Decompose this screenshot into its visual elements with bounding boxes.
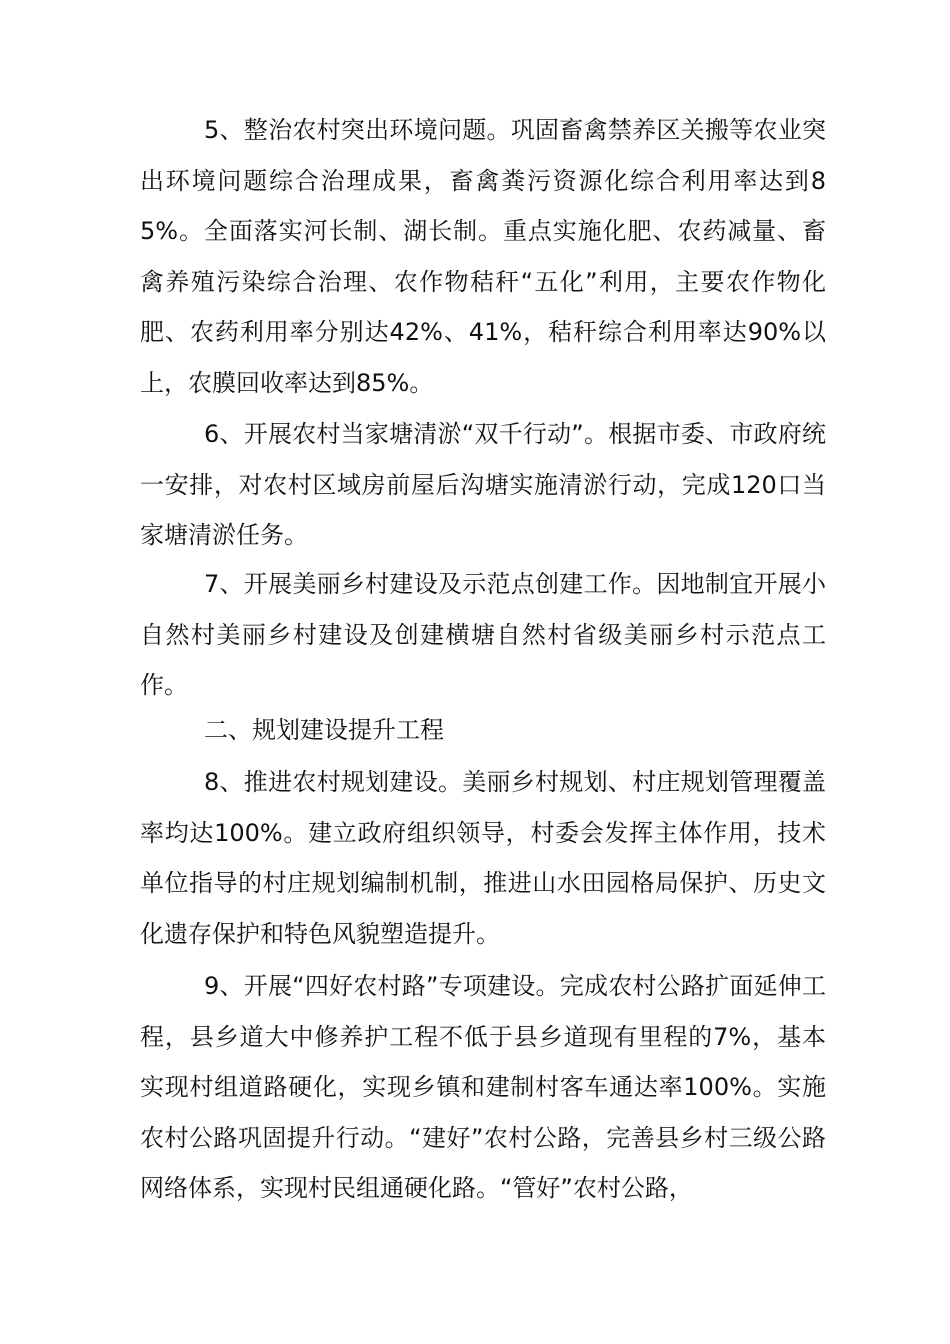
paragraph-item-5: 5、整治农村突出环境问题。巩固畜禽禁养区关搬等农业突出环境问题综合治理成果，畜禽粪污资源化综合利用率达到85%。全面落实河长制、湖长制。重点实施化肥、农药减量、畜禽养殖污染综合治理、农作物秸秆“五化”利用，主要农作物化肥、农药利用率分别达42%、41%，秸秆综合利用率达90%以上，农膜回收率达到85%。 (140, 116, 826, 397)
paragraph-item-6: 6、开展农村当家塘清淤“双千行动”。根据市委、市政府统一安排，对农村区域房前屋后沟塘实施清淤行动，完成120口当家塘清淤任务。 (140, 420, 826, 549)
section-heading: 二、规划建设提升工程 (204, 716, 444, 744)
paragraph-item-7: 7、开展美丽乡村建设及示范点创建工作。因地制宜开展小自然村美丽乡村建设及创建横塘自然村省级美丽乡村示范点工作。 (140, 570, 826, 699)
paragraph-item-9: 9、开展“四好农村路”专项建设。完成农村公路扩面延伸工程，县乡道大中修养护工程不低于县乡道现有里程的7%，基本实现村组道路硬化，实现乡镇和建制村客车通达率100%。实施农村公路巩固提升行动。“建好”农村公路，完善县乡村三级公路网络体系，实现村民组通硬化路。“管好”农村公路， (140, 972, 826, 1202)
paragraph-item-8: 8、推进农村规划建设。美丽乡村规划、村庄规划管理覆盖率均达100%。建立政府组织领导，村委会发挥主体作用，技术单位指导的村庄规划编制机制，推进山水田园格局保护、历史文化遗存保护和特色风貌塑造提升。 (140, 768, 826, 948)
